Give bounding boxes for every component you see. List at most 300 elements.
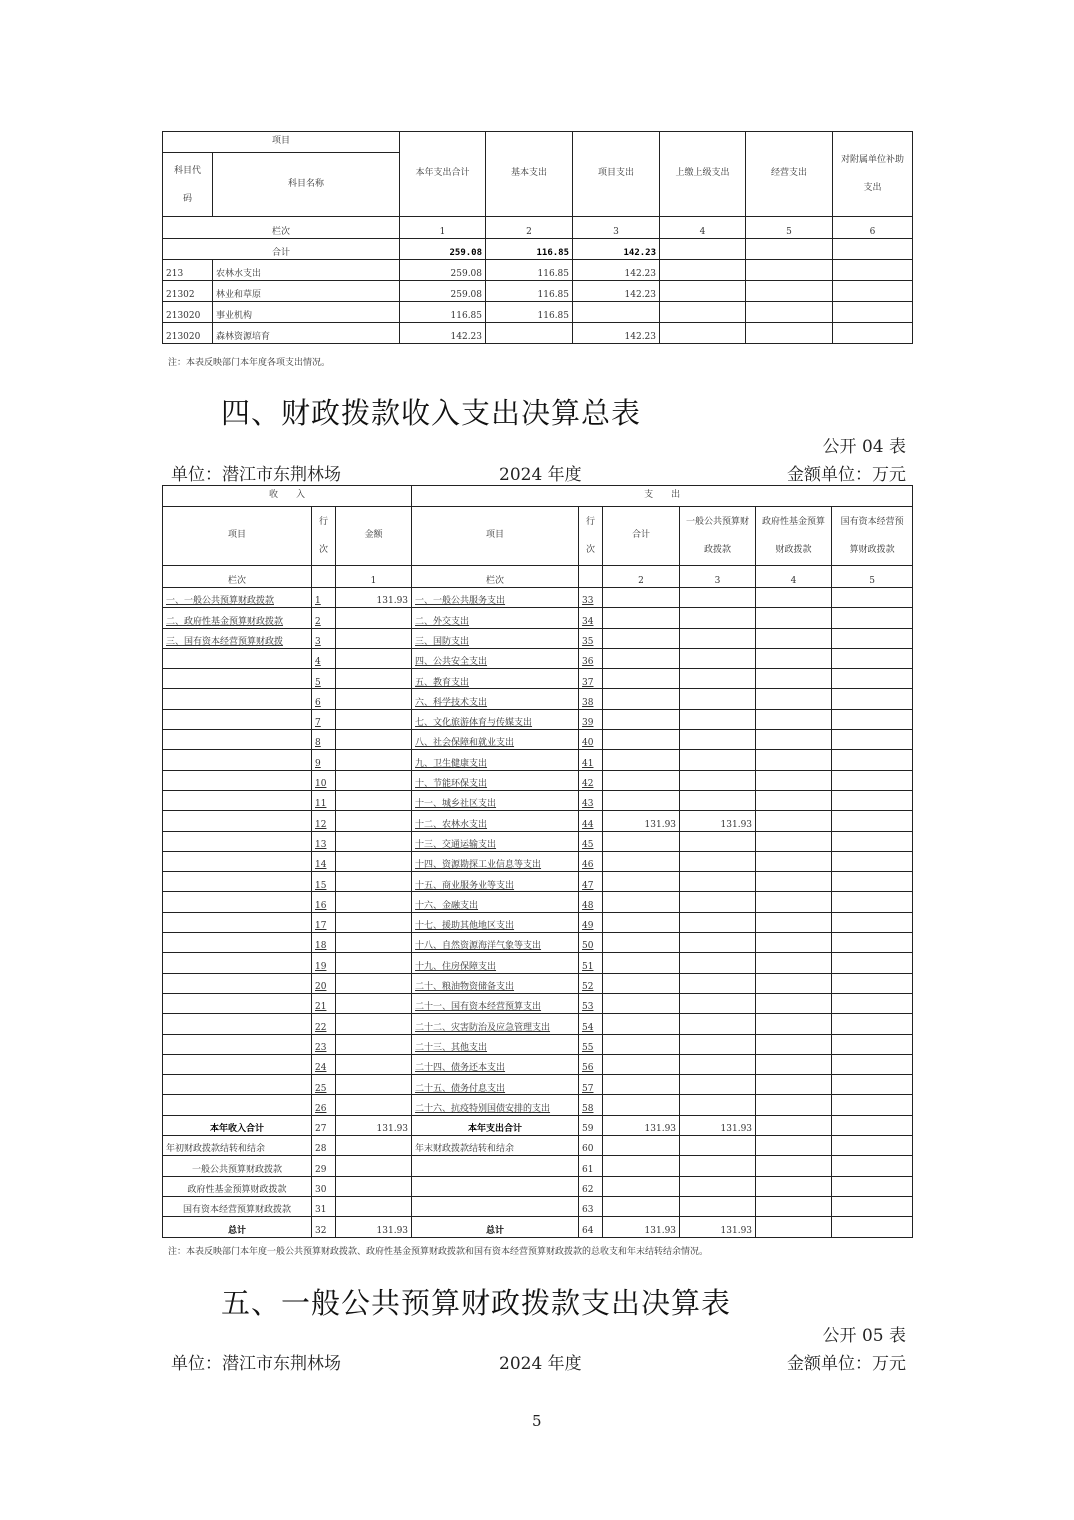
expense-value: [756, 1115, 832, 1135]
income-line: 20: [312, 973, 336, 993]
expense-line: 38: [579, 689, 603, 709]
expense-value: [603, 953, 680, 973]
expense-item: 十八、自然资源海洋气象等支出: [412, 933, 579, 953]
expense-item: 二十三、其他支出: [412, 1034, 579, 1054]
lanci-label: 栏次: [163, 566, 312, 588]
appropriation-summary-table: [162, 485, 913, 1238]
expense-item: [412, 1176, 579, 1196]
expense-line: 62: [579, 1176, 603, 1196]
expense-value: [832, 1054, 913, 1074]
value-cell: 142.23: [573, 323, 660, 344]
expense-value: [756, 831, 832, 851]
expense-value: [603, 892, 680, 912]
income-amount: [336, 669, 412, 689]
expense-item: 二、外交支出: [412, 608, 579, 628]
expense-line: 53: [579, 993, 603, 1013]
income-line: 27: [312, 1115, 336, 1135]
expense-value: [603, 1176, 680, 1196]
value-cell: 116.85: [486, 260, 573, 281]
value-cell: [746, 302, 833, 323]
table-row: [163, 1095, 913, 1115]
table-row: [163, 669, 913, 689]
expense-value: [756, 750, 832, 770]
income-line: 2: [312, 608, 336, 628]
expense-value: [756, 1196, 832, 1216]
expense-value: [680, 973, 756, 993]
value-cell: [833, 260, 913, 281]
income-amount: [336, 730, 412, 750]
income-amount: [336, 953, 412, 973]
expense-value: [603, 1054, 680, 1074]
expense-value: [680, 1054, 756, 1074]
expense-value: 131.93: [603, 1115, 680, 1135]
value-cell: 142.23: [573, 260, 660, 281]
income-line: 12: [312, 811, 336, 831]
expense-value: [603, 1034, 680, 1054]
expense-value: [756, 669, 832, 689]
lanci-cell: 3: [680, 566, 756, 588]
expense-item: 总计: [412, 1217, 579, 1237]
income-amount: 131.93: [336, 1115, 412, 1135]
income-item: [163, 973, 312, 993]
value-cell: [660, 281, 746, 302]
expense-value: [756, 1217, 832, 1237]
expense-value: [603, 709, 680, 729]
income-item: [163, 1034, 312, 1054]
expense-line: 40: [579, 730, 603, 750]
table-row: [163, 912, 913, 932]
expense-line: 58: [579, 1095, 603, 1115]
table-row: [163, 973, 913, 993]
expense-value: [603, 1196, 680, 1216]
expense-value: [603, 588, 680, 608]
value-cell: 116.85: [486, 281, 573, 302]
expense-line: 47: [579, 872, 603, 892]
income-item: [163, 831, 312, 851]
expense-line: 49: [579, 912, 603, 932]
income-item: [163, 851, 312, 871]
income-line: 22: [312, 1014, 336, 1034]
expense-value: [756, 1054, 832, 1074]
income-item: 一般公共预算财政拨款: [163, 1156, 312, 1176]
carry-row: [163, 1196, 913, 1216]
income-amount: [336, 1156, 412, 1176]
table-row: [163, 872, 913, 892]
expense-value: [680, 933, 756, 953]
table-row: [163, 831, 913, 851]
table-row: [163, 281, 913, 302]
income-amount: [336, 1014, 412, 1034]
expense-line: 63: [579, 1196, 603, 1216]
expense-value: [603, 993, 680, 1013]
expense-value: [756, 588, 832, 608]
lanci-empty: [579, 566, 603, 588]
expense-value: [756, 1156, 832, 1176]
expense-item: 二十四、债务还本支出: [412, 1054, 579, 1074]
expense-value: [680, 831, 756, 851]
income-amount: [336, 1054, 412, 1074]
expense-value: [756, 953, 832, 973]
income-line: 1: [312, 588, 336, 608]
expense-value: [756, 1095, 832, 1115]
income-amount: [336, 770, 412, 790]
table-row: [163, 648, 913, 668]
total-cell: [746, 239, 833, 260]
value-cell: [746, 260, 833, 281]
expense-value: [832, 872, 913, 892]
expense-value: [756, 790, 832, 810]
table-row: [163, 260, 913, 281]
expense-item: 四、公共安全支出: [412, 648, 579, 668]
income-amount: [336, 1136, 412, 1156]
income-amount: [336, 1034, 412, 1054]
expense-value: [832, 770, 913, 790]
col-general: 一般公共预算财政拨款: [680, 507, 756, 566]
expense-value: [832, 790, 913, 810]
value-cell: 116.85: [486, 302, 573, 323]
expense-item: 八、社会保障和就业支出: [412, 730, 579, 750]
expense-value: [603, 669, 680, 689]
income-item: 政府性基金预算财政拨款: [163, 1176, 312, 1196]
income-line: 4: [312, 648, 336, 668]
income-line: 28: [312, 1136, 336, 1156]
table-row: [163, 302, 913, 323]
expense-item: 六、科学技术支出: [412, 689, 579, 709]
income-item: 一、一般公共预算财政拨款: [163, 588, 312, 608]
expense-value: [832, 628, 913, 648]
expense-value: [756, 1136, 832, 1156]
income-line: 18: [312, 933, 336, 953]
table-row: [163, 1075, 913, 1095]
expense-value: [832, 831, 913, 851]
expense-item: 十九、住房保障支出: [412, 953, 579, 973]
expense-value: [680, 1136, 756, 1156]
income-amount: 131.93: [336, 588, 412, 608]
expense-value: [832, 1136, 913, 1156]
income-item: [163, 872, 312, 892]
lanci-cell: 1: [400, 217, 486, 239]
expense-value: [603, 628, 680, 648]
code-cell: 21302: [163, 281, 213, 302]
income-line: 9: [312, 750, 336, 770]
expense-value: [680, 669, 756, 689]
lanci-empty: [312, 566, 336, 588]
lanci-cell: 6: [833, 217, 913, 239]
expense-value: [603, 1156, 680, 1176]
expense-value: [603, 933, 680, 953]
income-line: 14: [312, 851, 336, 871]
expense-line: 51: [579, 953, 603, 973]
table-row: [163, 709, 913, 729]
col-amount: 金额: [336, 507, 412, 566]
col-header: 对附属单位补助支出: [833, 132, 913, 217]
income-line: 30: [312, 1176, 336, 1196]
expense-line: 43: [579, 790, 603, 810]
section4-year: 2024 年度: [499, 465, 582, 485]
income-item: 总计: [163, 1217, 312, 1237]
income-item: 年初财政拨款结转和结余: [163, 1136, 312, 1156]
value-cell: 259.08: [400, 260, 486, 281]
code-cell: 213020: [163, 323, 213, 344]
total-label: 合计: [163, 239, 400, 260]
section4-title: 四、财政拨款收入支出决算总表: [221, 396, 642, 430]
total-cell: [833, 239, 913, 260]
income-amount: [336, 831, 412, 851]
table-row: [163, 892, 913, 912]
expense-line: 61: [579, 1156, 603, 1176]
expense-line: 33: [579, 588, 603, 608]
expense-value: [832, 811, 913, 831]
expense-value: [603, 1075, 680, 1095]
table-row: [163, 689, 913, 709]
income-item: [163, 892, 312, 912]
value-cell: [486, 323, 573, 344]
income-item: [163, 953, 312, 973]
expense-line: 44: [579, 811, 603, 831]
value-cell: [660, 323, 746, 344]
income-line: 5: [312, 669, 336, 689]
expense-line: 56: [579, 1054, 603, 1074]
expense-line: 46: [579, 851, 603, 871]
expense-value: [603, 770, 680, 790]
income-amount: [336, 993, 412, 1013]
expense-value: [832, 851, 913, 871]
expense-item: 二十、粮油物资储备支出: [412, 973, 579, 993]
value-cell: [833, 281, 913, 302]
income-item: [163, 1075, 312, 1095]
expense-line: 41: [579, 750, 603, 770]
expense-value: [756, 770, 832, 790]
expense-value: [680, 588, 756, 608]
expense-value: [680, 1176, 756, 1196]
expense-item: 十、节能环保支出: [412, 770, 579, 790]
table-row: [163, 588, 913, 608]
lanci-cell: 5: [832, 566, 913, 588]
code-cell: 213020: [163, 302, 213, 323]
income-line: 17: [312, 912, 336, 932]
total-cell: 142.23: [573, 239, 660, 260]
income-line: 23: [312, 1034, 336, 1054]
income-amount: [336, 1095, 412, 1115]
income-amount: [336, 851, 412, 871]
income-amount: [336, 689, 412, 709]
header-name: 科目名称: [213, 153, 400, 217]
expense-table: [162, 131, 913, 344]
value-cell: [746, 323, 833, 344]
value-cell: [660, 302, 746, 323]
expense-item: 五、教育支出: [412, 669, 579, 689]
expense-value: [603, 912, 680, 932]
income-amount: [336, 1176, 412, 1196]
expense-value: [832, 1014, 913, 1034]
income-amount: [336, 628, 412, 648]
expense-item: 二十一、国有资本经营预算支出: [412, 993, 579, 1013]
col-line: 行次: [312, 507, 336, 566]
expense-value: [756, 1034, 832, 1054]
expense-line: 34: [579, 608, 603, 628]
income-amount: [336, 811, 412, 831]
income-item: [163, 730, 312, 750]
total-row: [163, 239, 913, 260]
lanci-label: 栏次: [412, 566, 579, 588]
total-cell: 116.85: [486, 239, 573, 260]
income-item: [163, 1095, 312, 1115]
expense-value: [832, 993, 913, 1013]
income-amount: [336, 608, 412, 628]
income-item: [163, 669, 312, 689]
income-item: [163, 1054, 312, 1074]
income-amount: [336, 709, 412, 729]
income-amount: [336, 872, 412, 892]
income-item: [163, 709, 312, 729]
expense-value: [603, 973, 680, 993]
expense-item: 七、文化旅游体育与传媒支出: [412, 709, 579, 729]
income-item: [163, 770, 312, 790]
expense-value: [832, 892, 913, 912]
expense-value: 131.93: [680, 1217, 756, 1237]
expense-item: 二十五、债务付息支出: [412, 1075, 579, 1095]
income-item: [163, 912, 312, 932]
expense-value: [680, 730, 756, 750]
page-number: 5: [532, 1412, 542, 1430]
expense-line: 54: [579, 1014, 603, 1034]
expense-line: 60: [579, 1136, 603, 1156]
lanci-cell: 4: [756, 566, 832, 588]
col-header: 上缴上级支出: [660, 132, 746, 217]
expense-value: [832, 730, 913, 750]
table-row: [163, 323, 913, 344]
expense-value: [603, 872, 680, 892]
expense-value: [680, 648, 756, 668]
expense-item: 一、一般公共服务支出: [412, 588, 579, 608]
section4-unit: 单位：潜江市东荆林场: [171, 465, 341, 485]
expense-item: 二十六、抗疫特别国债安排的支出: [412, 1095, 579, 1115]
col-item: 项目: [412, 507, 579, 566]
lanci-cell: 3: [573, 217, 660, 239]
expense-value: [832, 709, 913, 729]
income-item: 本年收入合计: [163, 1115, 312, 1135]
expense-header: 支 出: [412, 486, 913, 507]
name-cell: 农林水支出: [213, 260, 400, 281]
expense-value: [680, 851, 756, 871]
expense-value: [756, 628, 832, 648]
expense-value: 131.93: [680, 811, 756, 831]
expense-item: 十三、交通运输支出: [412, 831, 579, 851]
expense-value: [832, 1115, 913, 1135]
value-cell: 142.23: [400, 323, 486, 344]
expense-item: 十五、商业服务业等支出: [412, 872, 579, 892]
expense-line: 35: [579, 628, 603, 648]
expense-item: 二十二、灾害防治及应急管理支出: [412, 1014, 579, 1034]
expense-value: [832, 933, 913, 953]
income-item: [163, 790, 312, 810]
expense-value: [603, 648, 680, 668]
value-cell: [833, 323, 913, 344]
name-cell: 林业和草原: [213, 281, 400, 302]
expense-item: [412, 1156, 579, 1176]
expense-line: 45: [579, 831, 603, 851]
expense-value: [603, 1136, 680, 1156]
col-header: 项目支出: [573, 132, 660, 217]
expense-value: [756, 993, 832, 1013]
table-row: [163, 953, 913, 973]
expense-value: [756, 1014, 832, 1034]
expense-value: [680, 872, 756, 892]
table-row: [163, 608, 913, 628]
code-cell: 213: [163, 260, 213, 281]
lanci-cell: 1: [336, 566, 412, 588]
col-line: 行次: [579, 507, 603, 566]
expense-value: [603, 689, 680, 709]
col-header: 本年支出合计: [400, 132, 486, 217]
expense-value: [832, 669, 913, 689]
expense-value: [832, 912, 913, 932]
expense-value: [832, 1095, 913, 1115]
expense-line: 57: [579, 1075, 603, 1095]
table-row: [163, 730, 913, 750]
lanci-cell: 2: [603, 566, 680, 588]
income-line: 25: [312, 1075, 336, 1095]
expense-value: [756, 892, 832, 912]
income-line: 3: [312, 628, 336, 648]
expense-value: [680, 1014, 756, 1034]
expense-value: [832, 1075, 913, 1095]
income-amount: [336, 1196, 412, 1216]
section5-unit: 单位：潜江市东荆林场: [171, 1354, 341, 1374]
expense-value: [832, 1156, 913, 1176]
section5-title: 五、一般公共预算财政拨款支出决算表: [221, 1286, 732, 1320]
table-row: [163, 750, 913, 770]
income-item: 二、政府性基金预算财政拨款: [163, 608, 312, 628]
expense-value: [756, 933, 832, 953]
table-row: [163, 1034, 913, 1054]
header-project: 项目: [163, 132, 400, 153]
expense-value: 131.93: [603, 811, 680, 831]
table-row: [163, 851, 913, 871]
expense-value: [680, 1075, 756, 1095]
header-code: 科目代码: [163, 153, 213, 217]
expense-value: [832, 1196, 913, 1216]
lanci-cell: 5: [746, 217, 833, 239]
expense-item: 十二、农林水支出: [412, 811, 579, 831]
income-line: 24: [312, 1054, 336, 1074]
subtotal-row: [163, 1115, 913, 1135]
expense-value: [832, 648, 913, 668]
expense-line: 42: [579, 770, 603, 790]
expense-item: 本年支出合计: [412, 1115, 579, 1135]
income-item: [163, 811, 312, 831]
income-item: [163, 993, 312, 1013]
expense-value: [680, 912, 756, 932]
expense-value: [756, 912, 832, 932]
income-item: [163, 689, 312, 709]
income-line: 6: [312, 689, 336, 709]
carry-row: [163, 1156, 913, 1176]
expense-value: [603, 790, 680, 810]
total-cell: 259.08: [400, 239, 486, 260]
expense-value: [756, 709, 832, 729]
table-row: [163, 993, 913, 1013]
name-cell: 事业机构: [213, 302, 400, 323]
expense-value: [756, 811, 832, 831]
expense-value: [832, 588, 913, 608]
expense-line: 64: [579, 1217, 603, 1237]
lanci-label: 栏次: [163, 217, 400, 239]
income-line: 32: [312, 1217, 336, 1237]
expense-value: [832, 750, 913, 770]
table-row: [163, 811, 913, 831]
expense-value: [756, 1075, 832, 1095]
